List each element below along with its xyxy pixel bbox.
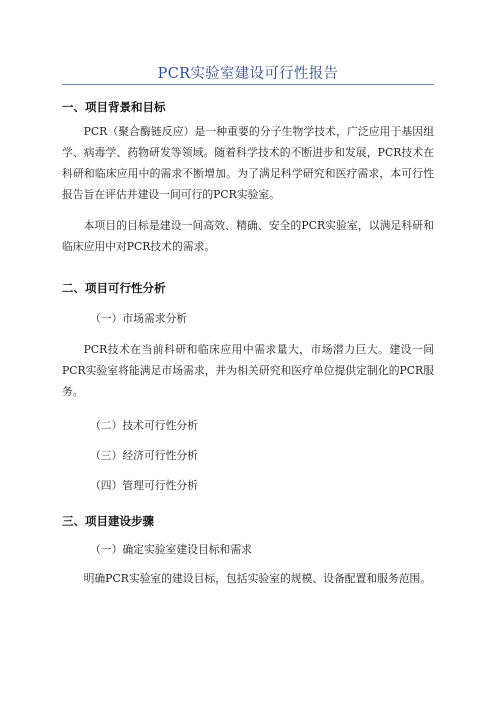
subsection-economic-feasibility: （三）经济可行性分析 bbox=[90, 449, 198, 462]
paragraph-background-intro: PCR（聚合酶链反应）是一种重要的分子生物学技术，广泛应用于基因组学、病毒学、药物研发等领域。随着科学技术的不断进步和发展，PCR技术在科研和临床应用中的需求不断增加。为了满足科学研究和医疗需求，本可行性报告旨在评估并建设一间可行的PCR实验室。 bbox=[62, 125, 434, 201]
section-heading-feasibility: 二、项目可行性分析 bbox=[62, 281, 166, 295]
section-heading-background: 一、项目背景和目标 bbox=[62, 100, 166, 114]
paragraph-market-demand: PCR技术在当前科研和临床应用中需求量大，市场潜力巨大。建设一间PCR实验室将能满足市场需求，并为相关研究和医疗单位提供定制化的PCR服务。 bbox=[62, 343, 434, 398]
paragraph-define-goals: 明确PCR实验室的建设目标，包括实验室的规模、设备配置和服务范围。 bbox=[83, 572, 432, 585]
subsection-market-demand: （一）市场需求分析 bbox=[90, 312, 188, 325]
subsection-technical-feasibility: （二）技术可行性分析 bbox=[90, 419, 198, 432]
subsection-management-feasibility: （四）管理可行性分析 bbox=[90, 479, 198, 492]
title-divider bbox=[62, 84, 434, 85]
subsection-define-goals: （一）确定实验室建设目标和需求 bbox=[90, 543, 252, 556]
document-title: PCR实验室建设可行性报告 bbox=[157, 66, 339, 82]
paragraph-project-goal: 本项目的目标是建设一间高效、精确、安全的PCR实验室，以满足科研和临床应用中对PCR技术的需求。 bbox=[62, 219, 434, 253]
section-heading-construction-steps: 三、项目建设步骤 bbox=[62, 514, 154, 528]
